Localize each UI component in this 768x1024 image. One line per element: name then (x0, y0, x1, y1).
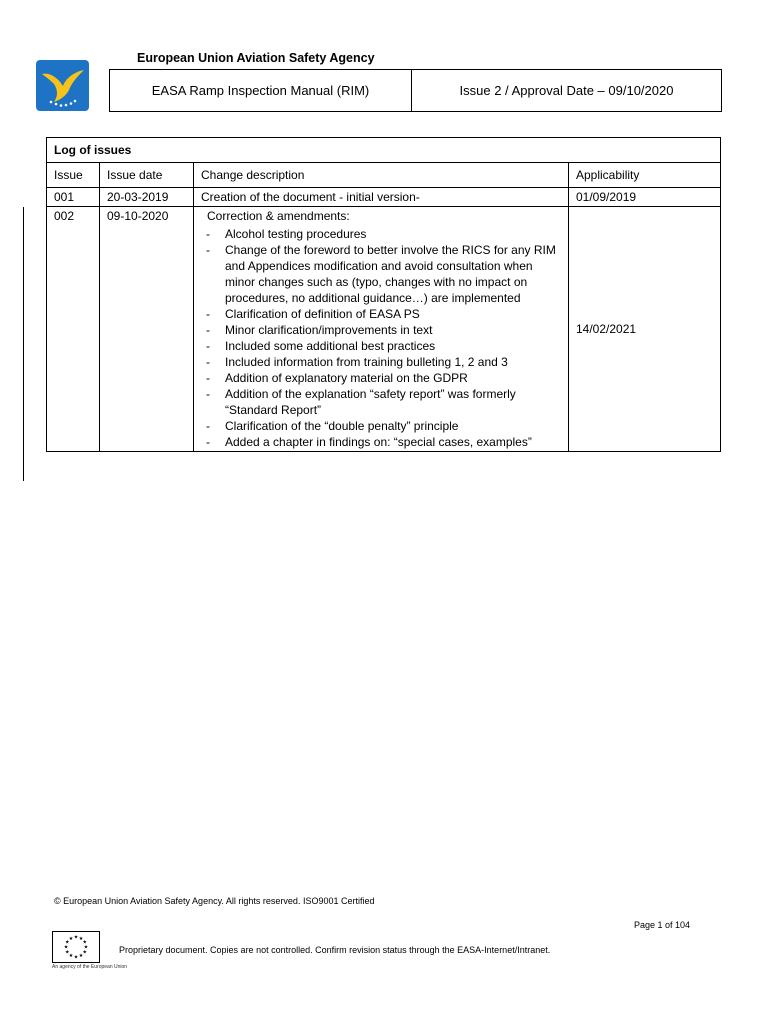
eu-star-icon: ★ (78, 935, 84, 942)
eu-star-icon: ★ (78, 953, 84, 960)
change-description: Creation of the document - initial version- (194, 188, 569, 207)
eu-star-icon: ★ (73, 934, 79, 941)
eu-agency-caption: An agency of the European Union (52, 964, 128, 970)
column-header-applicability: Applicability (569, 163, 721, 188)
manual-title: EASA Ramp Inspection Manual (RIM) (110, 70, 412, 111)
eu-star-icon: ★ (63, 944, 69, 951)
change-list (201, 226, 561, 450)
page-number: Page 1 of 104 (634, 920, 691, 930)
list-item: - Alcohol testing procedures (201, 226, 561, 242)
applicability-date: 01/09/2019 (569, 188, 721, 207)
proprietary-notice: Proprietary document. Copies are not controlled. Confirm revision status through the EASA-Internet/Intranet. (119, 945, 551, 955)
eu-star-icon: ★ (73, 954, 79, 961)
list-item: - Included some additional best practices (201, 338, 561, 354)
eu-flag-icon (52, 931, 100, 963)
list-item: - Addition of the explanation “safety report” was formerly “Standard Report” (201, 386, 561, 418)
issue-number: 001 (47, 188, 100, 207)
copyright-notice: © European Union Aviation Safety Agency. All rights reserved. ISO9001 Certified (54, 896, 375, 906)
issue-date: 09-10-2020 (100, 207, 194, 452)
eu-star-icon: ★ (82, 939, 87, 946)
log-of-issues-table (46, 137, 721, 452)
issue-date: 20-03-2019 (100, 188, 194, 207)
agency-name: European Union Aviation Safety Agency (137, 51, 375, 65)
change-bar (23, 207, 24, 481)
issue-number: 002 (47, 207, 100, 452)
column-header-issue: Issue (47, 163, 100, 188)
list-item: - Clarification of definition of EASA PS (201, 306, 561, 322)
table-row (47, 188, 721, 207)
table-title-row (47, 138, 721, 163)
eu-star-icon: ★ (82, 949, 87, 956)
list-item: - Minor clarification/improvements in text (201, 322, 561, 338)
list-item: - Addition of explanatory material on the GDPR (201, 370, 561, 386)
table-title: Log of issues (47, 138, 721, 163)
eu-star-icon: ★ (68, 953, 74, 960)
easa-logo-icon (36, 60, 89, 111)
eu-star-icon: ★ (65, 949, 70, 956)
list-item: - Included information from training bulleting 1, 2 and 3 (201, 354, 561, 370)
list-item: - Clarification of the “double penalty” principle (201, 418, 561, 434)
table-header-row (47, 163, 721, 188)
issue-info: Issue 2 / Approval Date – 09/10/2020 (459, 83, 674, 98)
table-row (47, 207, 721, 452)
column-header-issue-date: Issue date (100, 163, 194, 188)
description-heading: Correction & amendments: (207, 209, 350, 223)
eu-star-icon: ★ (83, 944, 89, 951)
column-header-change-description: Change description (194, 163, 569, 188)
change-description (194, 207, 569, 452)
eu-star-icon: ★ (65, 939, 70, 946)
list-item: - Added a chapter in findings on: “special cases, examples” (201, 434, 561, 450)
document-header-box (109, 69, 722, 112)
applicability-date: 14/02/2021 (569, 207, 721, 452)
list-item: - Change of the foreword to better involve the RICS for any RIM and Appendices modification and avoid consultation when minor changes such as (typo, changes with no impact on procedures, no additional guidance…) are implemented (201, 242, 561, 306)
eu-star-icon: ★ (68, 935, 74, 942)
